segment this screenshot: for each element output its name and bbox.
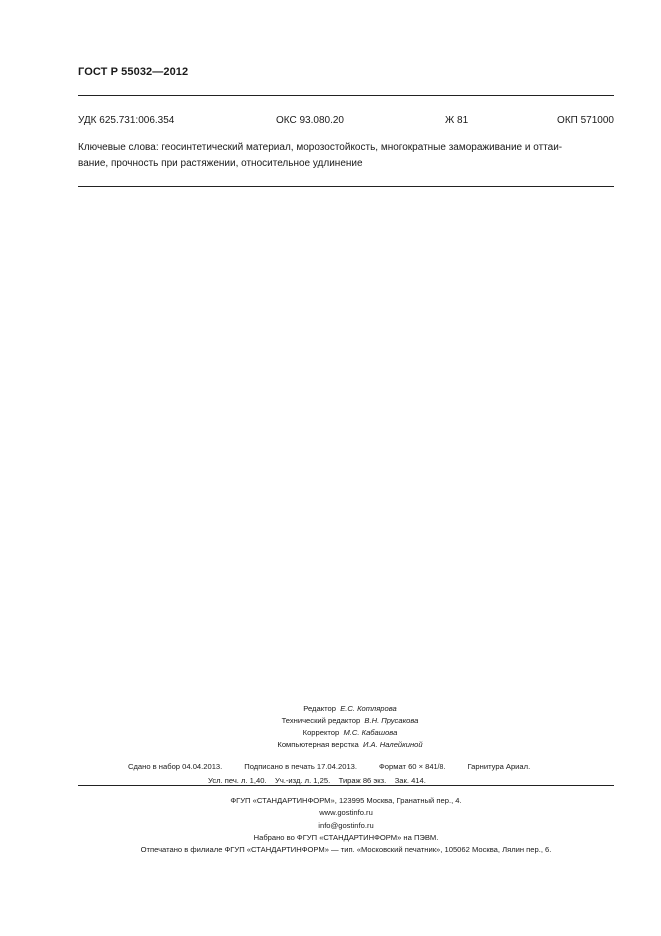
credit-tech-editor: Технический редактор В.Н. Прусакова <box>281 716 419 725</box>
divider-bottom <box>78 785 614 786</box>
print-info-line-2: Усл. печ. л. 1,40. Уч.-изд. л. 1,25. Тираж 86 экз. Зак. 414. <box>208 775 426 785</box>
keywords-line-1: Ключевые слова: геосинтетический материал, морозостойкость, многократные замораживание и оттаи- <box>78 142 563 153</box>
publisher-printed: Отпечатано в филиале ФГУП «СТАНДАРТИНФОРМ» — тип. «Московский печатник», 105062 Москва, Лялин пер., 6. <box>140 845 552 855</box>
oks-code: ОКС 93.080.20 <box>276 115 344 126</box>
credit-proofreader: Корректор М.С. Кабашова <box>302 728 398 737</box>
print-info-line-1: Сдано в набор 04.04.2013. Подписано в печать 17.04.2013. Формат 60 × 841/8. Гарнитура Ариал. <box>128 762 531 771</box>
publisher-contacts <box>78 807 614 832</box>
divider-top <box>78 95 614 96</box>
udk-code: УДК 625.731:006.354 <box>78 115 175 126</box>
print-info <box>110 761 580 787</box>
credit-editor: Редактор Е.С. Котлярова <box>303 704 397 713</box>
publisher-typeset: Набрано во ФГУП «СТАНДАРТИНФОРМ» на ПЭВМ. <box>253 832 439 842</box>
format-fraction: 1/8 <box>433 764 444 771</box>
group-code: Ж 81 <box>445 115 469 126</box>
publisher-email-link[interactable]: info@gostinfo.ru <box>318 820 374 830</box>
keywords-line-2: вание, прочность при растяжении, относительное удлинение <box>78 157 363 169</box>
credit-layout: Компьютерная верстка И.А. Налейкиной <box>277 740 423 749</box>
okp-code: ОКП 571000 <box>557 115 614 126</box>
document-code: ГОСТ Р 55032—2012 <box>78 66 189 78</box>
publisher-address: ФГУП «СТАНДАРТИНФОРМ», 123995 Москва, Гранатный пер., 4. <box>230 796 462 805</box>
divider-keywords <box>78 186 614 187</box>
keywords <box>78 140 615 171</box>
credits-block <box>180 703 520 751</box>
publisher-block <box>78 795 614 856</box>
publisher-site-link[interactable]: www.gostinfo.ru <box>319 808 373 818</box>
